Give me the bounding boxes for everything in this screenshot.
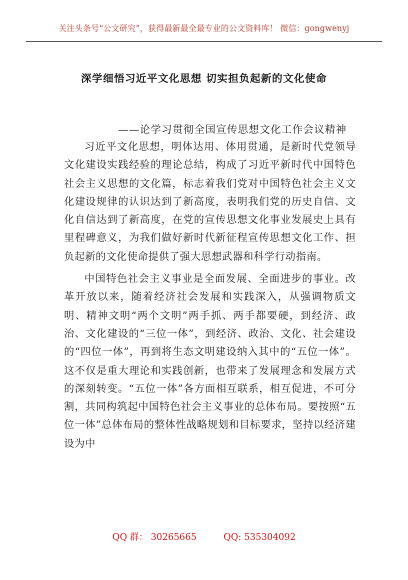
footer-qq-number: QQ: 535304092 [223,533,296,543]
header-promo-text: 关注头条号“公文研究”，获得最新最全最专业的公文资料库！ 微信：gongwenyj [58,24,350,33]
document-subtitle: ——论学习贯彻全国宣传思想文化工作会议精神 [118,124,347,136]
body-paragraph-1: 习近平文化思想，明体达用、体用贯通，是新时代党领导文化建设实践经验的理论总结，构成了习近平新时代中国特色社会主义思想的文化篇，标志着我们党对中国特色社会主义文化建设规律的认识达到了新高度，表明我们党的历史自信、文化自信达到了新高度，在党的宣传思想文化事业发展史上具有里程碑意义，为我们做好新时代新征程宣传思想文化工作、担负起新的文化使命提供了强大思想武器和科学行动指南。 [64,142,356,263]
header-divider [26,41,382,42]
document-body [64,139,356,454]
page-footer [0,530,408,543]
page-header [26,20,382,42]
document-title: 深学细悟习近平文化思想 切实担负起新的文化使命 [80,73,327,85]
footer-qq-group: QQ 群： 30265665 [112,533,197,543]
body-paragraph-2: 中国特色社会主义事业是全面发展、全面进步的事业。改革开放以来，随着经济社会发展和实践深入，从强调物质文明、精神文明“两个文明”两手抓、两手都要硬，到经济、政治、文化建设的“三位一体”，到经济、政治、文化、社会建设的“四位一体”，再到将生态文明建设纳入其中的“五位一体”。这不仅是重大理论和实践创新，也带来了发展理念和发展方式的深刻转变。“五位一体”各方面相互联系，相互促进，不可分割，共同构筑起中国特色社会主义事业的总体布局。要按照“五位一体”总体布局的整体性战略规划和目标要求，坚持以经济建设为中 [64,274,356,450]
